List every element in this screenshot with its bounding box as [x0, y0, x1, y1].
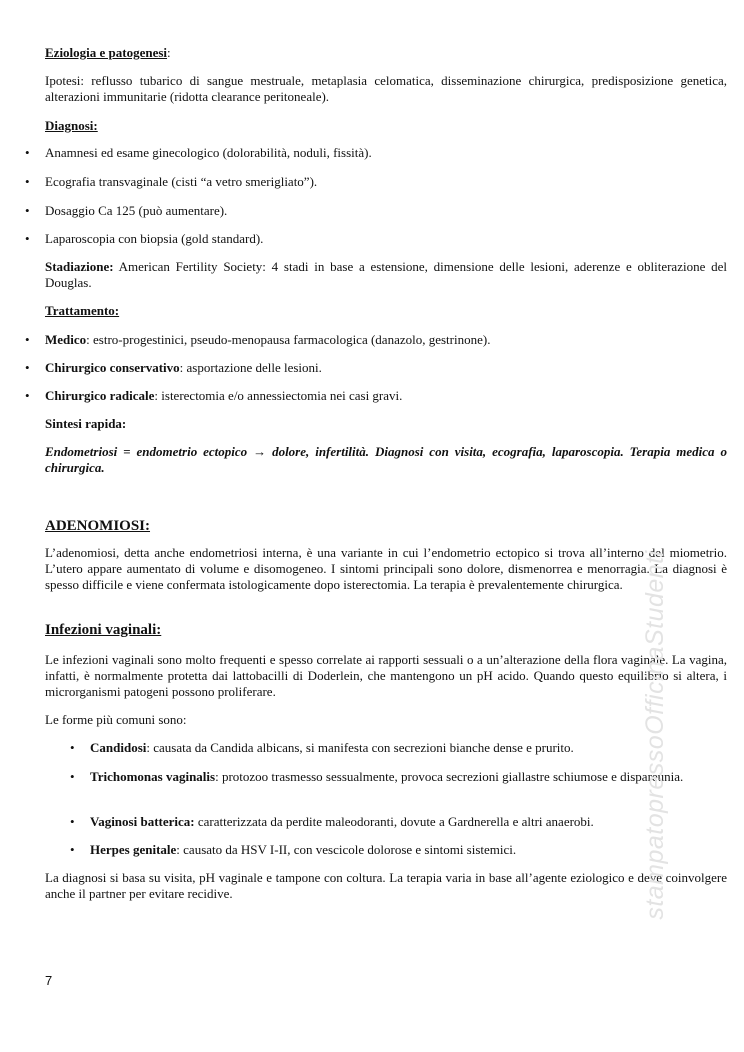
- list-item: Dosaggio Ca 125 (può aumentare).: [45, 203, 228, 218]
- item-text: : protozoo trasmesso sessualmente, provoca secrezioni giallastre schiumose e dispareunia.: [215, 769, 684, 784]
- item-label: Candidosi: [90, 740, 147, 755]
- item-text: : causata da Candida albicans, si manifesta con secrezioni bianche dense e prurito.: [146, 740, 574, 755]
- bullet-icon: •: [25, 174, 30, 189]
- item-text: : isterectomia e/o annessiectomia nei casi gravi.: [154, 388, 403, 403]
- list-item: [90, 740, 727, 756]
- list-item: [90, 814, 727, 830]
- item-label: Trichomonas vaginalis: [90, 769, 216, 784]
- paragraph-eziologia: Ipotesi: reflusso tubarico di sangue mestruale, metaplasia celomatica, disseminazione chirurgica, predisposizione genetica, alterazioni immunitarie (ridotta clearance peritoneale).: [45, 73, 727, 104]
- paragraph-infezioni: Le infezioni vaginali sono molto frequenti e spesso correlate ai rapporti sessuali o a un’alterazione della flora vaginale. La vagina, infatti, è normalmente protetta dai lattobacilli di Doderlein, che mantengono un pH acido. Quando questo equilibrio si altera, i microrganismi patogeni possono proliferare.: [45, 652, 727, 699]
- bullet-icon: •: [70, 814, 75, 829]
- bullet-icon: •: [70, 740, 75, 755]
- item-text: : causato da HSV I-II, con vescicole dolorose e sintomi sistemici.: [176, 842, 517, 857]
- item-label: Chirurgico conservativo: [45, 360, 180, 375]
- paragraph-stadiazione: [45, 259, 727, 291]
- item-label: Vaginosi batterica:: [90, 814, 195, 829]
- list-item: Ecografia transvaginale (cisti “a vetro smerigliato”).: [45, 174, 318, 189]
- watermark: stampatopressoOfficinaStudenti: [641, 550, 669, 920]
- item-text: : asportazione delle lesioni.: [179, 360, 322, 375]
- list-item: [45, 388, 727, 404]
- paragraph-closing: La diagnosi si basa su visita, pH vaginale e tampone con coltura. La terapia varia in base all’agente eziologico e deve coinvolgere anche il partner per evitare recidive.: [45, 870, 727, 901]
- paragraph-sintesi: Endometriosi = endometrio ectopico → dolore, infertilità. Diagnosi con visita, ecografia, laparoscopia. Terapia medica o chirurgica.: [45, 444, 727, 475]
- colon: :: [167, 45, 171, 60]
- item-label: Chirurgico radicale: [45, 388, 155, 403]
- section-heading-sintesi: Sintesi rapida:: [45, 416, 127, 431]
- stadiazione-label: Stadiazione:: [45, 259, 114, 274]
- stadiazione-text: American Fertility Society: 4 stadi in base a estensione, dimensione delle lesioni, aderenze e obliterazione del Douglas.: [45, 259, 727, 290]
- section-heading-trattamento: Trattamento:: [45, 303, 120, 318]
- bullet-icon: •: [25, 332, 30, 347]
- bullet-icon: •: [25, 388, 30, 403]
- section-heading-adenomiosi: ADENOMIOSI:: [45, 518, 151, 534]
- heading-text: Eziologia e patogenesi: [45, 45, 168, 60]
- section-heading-diagnosi: Diagnosi:: [45, 118, 98, 133]
- section-heading-infezioni: Infezioni vaginali:: [45, 622, 162, 638]
- item-text: caratterizzata da perdite maleodoranti, dovute a Gardnerella e altri anaerobi.: [194, 814, 594, 829]
- list-item: [90, 769, 727, 785]
- list-item: [45, 332, 727, 348]
- bullet-icon: •: [70, 769, 75, 784]
- page-number: 7: [45, 973, 53, 988]
- paragraph-adenomiosi: L’adenomiosi, detta anche endometriosi interna, è una variante in cui l’endometrio ectopico si trova all’interno del miometrio. L’utero appare aumentato di volume e disomogeneo. I sintomi principali sono dolore, dismenorrea e menorragia. La diagnosi è spesso difficile e viene confermata istologicamente dopo isterectomia. La terapia è prevalentemente chirurgica.: [45, 545, 727, 592]
- bullet-icon: •: [70, 842, 75, 857]
- item-text: : estro-progestinici, pseudo-menopausa farmacologica (danazolo, gestrinone).: [86, 332, 491, 347]
- bullet-icon: •: [25, 360, 30, 375]
- bullet-icon: •: [25, 203, 30, 218]
- item-label: Medico: [45, 332, 87, 347]
- list-item: [90, 842, 727, 858]
- list-item: Anamnesi ed esame ginecologico (dolorabilità, noduli, fissità).: [45, 145, 372, 160]
- list-item: [45, 360, 727, 376]
- paragraph-intro: Le forme più comuni sono:: [45, 712, 187, 727]
- bullet-icon: •: [25, 231, 30, 246]
- item-label: Herpes genitale: [90, 842, 177, 857]
- section-heading-eziologia: [45, 45, 727, 61]
- bullet-icon: •: [25, 145, 30, 160]
- list-item: Laparoscopia con biopsia (gold standard).: [45, 231, 264, 246]
